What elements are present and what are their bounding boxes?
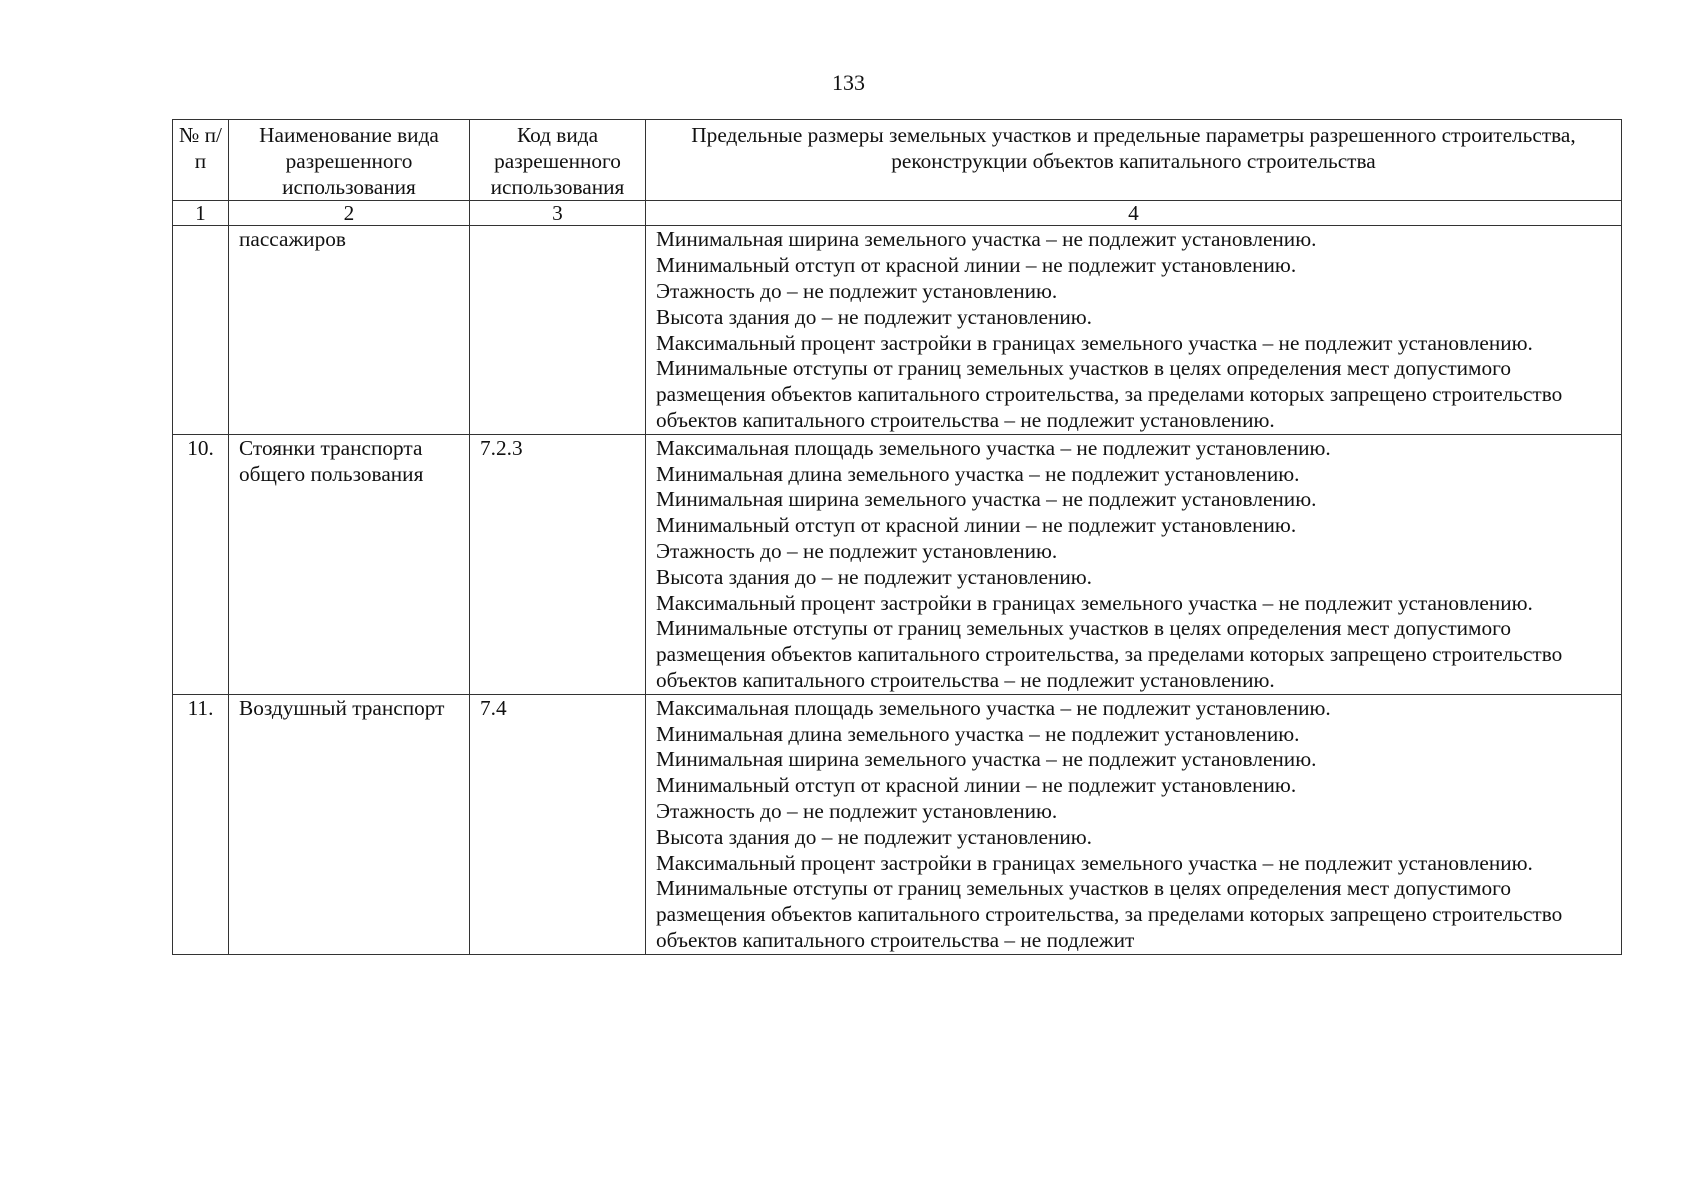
param-line: Минимальная длина земельного участка – не подлежит установлению. [656, 461, 1300, 486]
use-code: 7.4 [470, 694, 646, 954]
row-number: 10. [173, 434, 229, 694]
param-line: Минимальная ширина земельного участка – не подлежит установлению. [656, 227, 1317, 252]
header-name: Наименование вида разрешенного использования [229, 120, 470, 201]
param-line: Максимальный процент застройки в границах земельного участка – не подлежит установлению. [656, 850, 1533, 875]
param-line: Максимальная площадь земельного участка – не подлежит установлению. [656, 435, 1331, 460]
use-code: 7.2.3 [470, 434, 646, 694]
use-params [646, 434, 1622, 694]
table-row [173, 434, 1622, 694]
column-index: 2 [229, 201, 470, 226]
table-row [173, 226, 1622, 434]
use-name: Стоянки транспорта общего пользования [229, 434, 470, 694]
header-num: № п/п [173, 120, 229, 201]
column-index: 3 [470, 201, 646, 226]
param-line: Минимальный отступ от красной линии – не подлежит установлению. [656, 513, 1297, 538]
param-line: Максимальный процент застройки в границах земельного участка – не подлежит установлению. [656, 590, 1533, 615]
param-line: Высота здания до – не подлежит установлению. [656, 824, 1093, 849]
use-name: пассажиров [229, 226, 470, 434]
table-row [173, 694, 1622, 954]
row-number: 11. [173, 694, 229, 954]
table-header-row [173, 120, 1622, 201]
use-name: Воздушный транспорт [229, 694, 470, 954]
param-line: Максимальный процент застройки в границах земельного участка – не подлежит установлению. [656, 330, 1533, 355]
page-number: 133 [832, 70, 865, 95]
param-line: Минимальная ширина земельного участка – не подлежит установлению. [656, 747, 1317, 772]
param-line: Этажность до – не подлежит установлению. [656, 278, 1058, 303]
param-line: Минимальные отступы от границ земельных участков в целях определения мест допустимого размещения объектов капитального строительства, за пределами которых запрещено строительство объектов капитального строительства – не подлежит [656, 876, 1563, 952]
param-line: Минимальная ширина земельного участка – не подлежит установлению. [656, 487, 1317, 512]
header-code: Код вида разрешенного использования [470, 120, 646, 201]
land-use-table [172, 119, 1622, 955]
param-line: Этажность до – не подлежит установлению. [656, 798, 1058, 823]
use-params [646, 694, 1622, 954]
param-line: Минимальные отступы от границ земельных участков в целях определения мест допустимого размещения объектов капитального строительства, за пределами которых запрещено строительство объектов капитального строительства – не подлежит установлению. [656, 356, 1563, 432]
column-index-row [173, 201, 1622, 226]
param-line: Высота здания до – не подлежит установлению. [656, 564, 1093, 589]
use-code [470, 226, 646, 434]
column-index: 4 [646, 201, 1622, 226]
param-line: Минимальная длина земельного участка – не подлежит установлению. [656, 721, 1300, 746]
param-line: Высота здания до – не подлежит установлению. [656, 304, 1093, 329]
header-params: Предельные размеры земельных участков и предельные параметры разрешенного строительства, реконструкции объектов капитального строительства [646, 120, 1622, 201]
use-params [646, 226, 1622, 434]
param-line: Максимальная площадь земельного участка – не подлежит установлению. [656, 695, 1331, 720]
param-line: Минимальный отступ от красной линии – не подлежит установлению. [656, 773, 1297, 798]
row-number [173, 226, 229, 434]
param-line: Минимальный отступ от красной линии – не подлежит установлению. [656, 253, 1297, 278]
param-line: Минимальные отступы от границ земельных участков в целях определения мест допустимого размещения объектов капитального строительства, за пределами которых запрещено строительство объектов капитального строительства – не подлежит установлению. [656, 616, 1563, 692]
param-line: Этажность до – не подлежит установлению. [656, 538, 1058, 563]
column-index: 1 [173, 201, 229, 226]
